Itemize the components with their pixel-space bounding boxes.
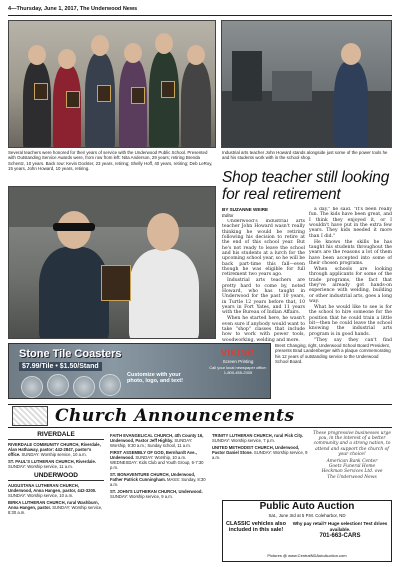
auction-classic-text: CLASSIC vehicles also included in this sale! (226, 521, 286, 534)
church-entry: UNITED METHODIST CHURCH, Underwood, Pastor Daniel Stone. SUNDAY: Worship service, 9 a.m. (212, 445, 308, 460)
ad-title: Stone Tile Coasters (19, 348, 122, 360)
church-entry: FIRST ASSEMBLY OF GOD, Bernhardt Ave., Underwood. SUNDAY: Worship, 10 a.m. WEDNESDAY: Kids Club and Youth Group, 6-7:30 p.m. (110, 450, 204, 470)
church-entry: TRINITY LUTHERAN CHURCH, rural Pick City. SUNDAY: Worship service, 7 p.m. (212, 433, 304, 443)
article-paragraph: When schools are looking through applicants for some of the trade programs, the fact that they've already got hands-on experience with welding, building or other industrial arts, goes a long way. (309, 266, 392, 305)
auction-phone: 701-663-CARS (319, 533, 361, 539)
auction-right-text: Why pay retail? Huge selection! Test drives available. 701-663-CARS (290, 521, 390, 540)
teachers-photo (8, 20, 216, 148)
school-board-photo (8, 186, 216, 339)
church-entry: FAITH EVANGELICAL CHURCH, 4th County 16, Underwood, Pastor Jeff Highby. SUNDAY: Worship, 9:30 a.m.; Sunday school, 11 a.m. (110, 433, 204, 448)
viking-name: VIKING (220, 348, 255, 358)
church-entry: ST. JOHN'S LUTHERAN CHURCH, Underwood. SUNDAY: Worship service, 9 a.m. (110, 489, 203, 499)
page-folio: 4—Thursday, June 1, 2017, The Underwood News (8, 6, 138, 12)
stone-coaster-ad[interactable] (8, 343, 271, 399)
church-emblem-icon (12, 406, 48, 426)
church-entry: BIRKA LUTHERAN CHURCH, rural Washburn, Anna Hangen, pastor. SUNDAY: Worship service, 8:30 a.m. (8, 500, 103, 515)
ad-tagline: Customize with your photo, logo, and text! (127, 372, 183, 385)
header-rule (8, 15, 392, 16)
viking-sub: Screen Printing (222, 359, 254, 364)
sponsor-note: These progressive businesses urge you, in the interest of a better community and a strong nation, to attend and support the church of your choice! (313, 431, 391, 457)
article-paragraph: Underwood's industrial arts teacher John Howard wasn't really thinking he would be retiring following his decision to retire at the end of this school year. But he's not ready to leave the school and his students at a lurch for the upcoming school year, so he will be back part-time this fall—even though he was eligible for full retirement two years ago. (222, 219, 305, 278)
sponsor-name: American Bank Center (326, 459, 378, 465)
auction-title: Public Auto Auction (259, 501, 355, 512)
church-sponsor-block (312, 431, 392, 480)
church-section-title: Church Announcements (55, 406, 295, 426)
article-paragraph: a day," he said. "It's been really fun. The kids have been great, and I think they enjoyed it, or I wouldn't have put in the extra few years. They kids needed it more than I did." (309, 207, 392, 239)
ad-price: $7.99/Tile • $1.50/Stand (19, 362, 102, 371)
coaster-image (47, 374, 69, 396)
auction-footer-link[interactable]: Pictures @ www.CentralNDAutoAuction.com (267, 553, 347, 558)
viking-contact: Call your local newspaper office: 1-800-455-2305 (209, 365, 267, 375)
teachers-photo-caption: Several teachers were honored for their years of service with the Underwood Public School. Presented with Outstanding Service Awards were, from row from left: Nita Anderson, 29 years; retiring Brenda Schentz, 10 years. Back row: Kevin Dockter, 23 years, retiring; Shelly Hoff, 40 years, retiring; Deb LeRoy, 15 years, John Howard, 10 years, retiring. (8, 150, 213, 171)
coaster-image (99, 374, 121, 396)
article-column-2 (309, 207, 392, 342)
sponsor-name: Heckman Services Ltd. ove (321, 469, 383, 475)
church-entry: ST. BONAVENTURE CHURCH, Underwood, Father Patrick Cunningham. MASS: Sunday, 8:30 a.m. (110, 472, 206, 487)
coaster-image (73, 376, 95, 398)
shop-teacher-photo-caption: Industrial arts teacher John Howard stands alongside just some of the power tools he and his students work with in the school shop. (222, 150, 388, 161)
article-byline-title: Editor (222, 213, 234, 218)
article-headline: Shop teacher still looking for real retirement (222, 169, 390, 203)
town-heading-riverdale: RIVERDALE (8, 431, 104, 440)
article-paragraph: Industrial arts teachers are pretty hard to come by, noted Howard, who has taught in Underwood for the past 10 years, in Turtle 12 years before that, 10 years in Fort Yates, and 11 years with the Bureau of Indian Affairs. (222, 278, 305, 316)
church-entry: AUGUSTANA LUTHERAN CHURCH, Underwood, Anna Hangen, pastor, 442-3200. SUNDAY: Worship service, 10 a.m. (8, 483, 97, 498)
church-column-2 (110, 431, 206, 499)
article-paragraph: "They say they can't find (314, 337, 392, 342)
article-byline: BY SUZANNE WEIRE (222, 207, 269, 212)
coaster-image (21, 376, 43, 398)
shop-teacher-photo (221, 20, 392, 148)
article-column-1 (222, 219, 305, 342)
town-heading-underwood: UNDERWOOD (8, 472, 104, 481)
sponsor-name: The Underwood News (327, 474, 377, 480)
church-entry: RIVERDALE COMMUNITY CHURCH, Riverdale, Alan Hathaway, pastor: 442-2847, pastor's office. SUNDAY: Worship service, 10 a.m. (8, 442, 101, 457)
church-column-3 (212, 431, 308, 460)
viking-logo (209, 348, 267, 375)
sponsor-name: Goetz Funeral Home (328, 464, 376, 470)
school-board-photo-caption: Brent Changing, right, Underwood School Board President, presents Brad Landenberger with a plaque commemorating his 12 years of outstanding service to the Underwood School Board. (275, 343, 391, 364)
auction-subtitle: Sat., June 3rd at 5 P.M. Coleharbor, ND (268, 513, 346, 518)
church-entry: ST. PAUL'S LUTHERAN CHURCH, Riverdale. SUNDAY: Worship service, 11 a.m. (8, 459, 96, 469)
article-paragraph: What he would like to see is for the school to hire someone for the position that he could train a little bit—then he could leave the school knowing the industrial arts program is in good hands. (309, 304, 392, 337)
article-paragraph: He knows the skills he has taught his students throughout the years are the reasons a lot of them have been accepted into some of their chosen programs. (309, 239, 392, 267)
article-paragraph: When he started here, he wasn't even sure if anybody would want to take "shop" classes that include how to work with power tools, woodworking, welding and more. (222, 316, 305, 342)
church-column-1 (8, 431, 104, 515)
